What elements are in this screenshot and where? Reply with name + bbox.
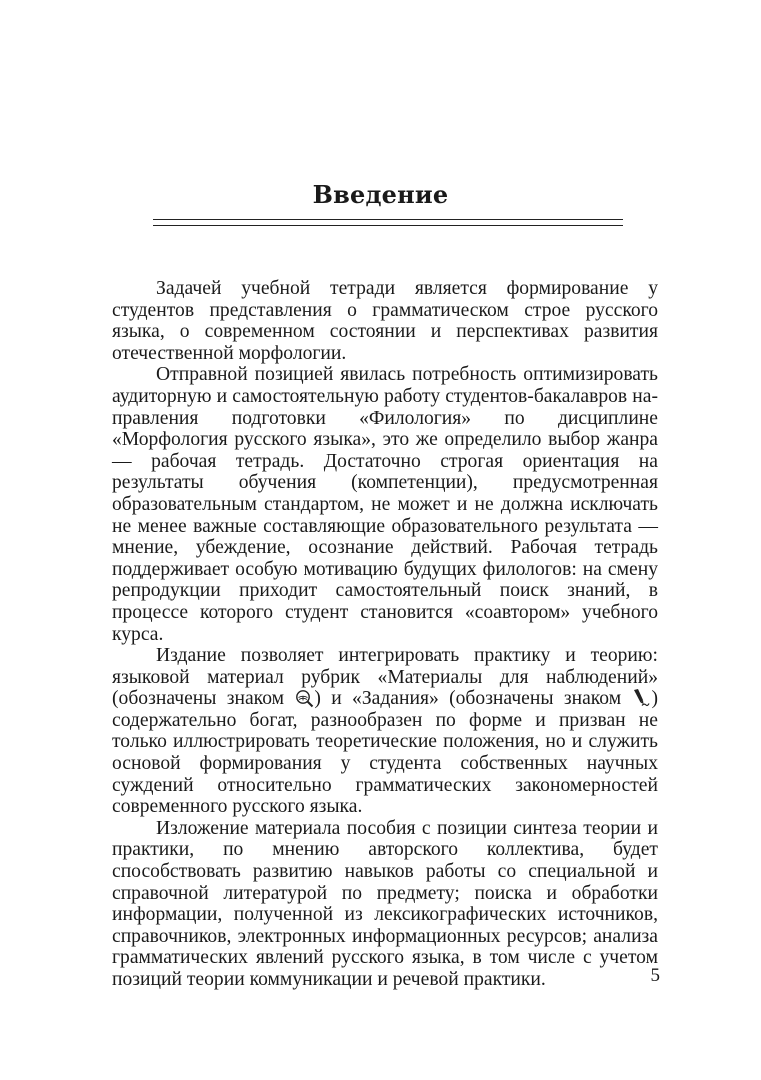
- paragraph-2: Отправной позицией явилась потребность оптимизировать аудиторную и самостоятельную работу студентов-бакалавров направления подготовки «Филология» по дисциплине «Морфология русского языка», это же определило выбор жанра — рабочая тетрадь. Достаточно строгая ориентация на результаты обучения (компетенции), предусмотренная образовательным стандартом, не может и не должна исключать не менее важные составляющие образовательного результата — мнение, убеждение, осознание действий. Рабочая тетрадь поддерживает особую мотивацию будущих филологов: на смену репродукции приходит самостоятельный поиск знаний, в процессе которого студент становится «соавтором» учебного курса.: [112, 364, 658, 645]
- paragraph-3-part-3: ) содержательно богат, разнообразен по форме и призван не только иллюстрировать теоретические положения, но и служить основой формирования у студента собственных научных суждений относительно грамматических закономерностей современного русского языка.: [112, 688, 658, 818]
- title-rule-top: [153, 219, 623, 220]
- paragraph-3-part-2: ) и «Задания» (обозначены знаком: [314, 688, 632, 710]
- paragraph-4: Изложение материала пособия с позиции синтеза теории и практики, по мнению авторского коллектива, будет способствовать развитию навыков работы со специальной и справочной литературой по предмету; поиска и обработки информации, полученной из лексикографических источников, справочников, электронных информационных ресурсов; анализа грамматических явлений русского языка, в том числе с учетом позиций теории коммуникации и речевой практики.: [112, 817, 658, 990]
- title-rule-bottom: [153, 225, 623, 226]
- paragraph-3: [112, 645, 658, 818]
- magnifier-book-icon: [294, 688, 314, 708]
- page-title: Введение: [312, 180, 449, 209]
- body-text: [112, 278, 658, 991]
- page-number: 5: [650, 965, 660, 986]
- paragraph-3-part-1: Издание позволяет интегрировать практику и теорию: языковой материал рубрик «Материалы для наблюдений» (обозначены знаком: [112, 645, 658, 710]
- pen-writing-icon: [631, 688, 651, 708]
- paragraph-1: Задачей учебной тетради является формирование у студентов представления о грамматическом строе русского языка, о современном состоянии и перспективах развития отечественной морфологии.: [112, 278, 658, 364]
